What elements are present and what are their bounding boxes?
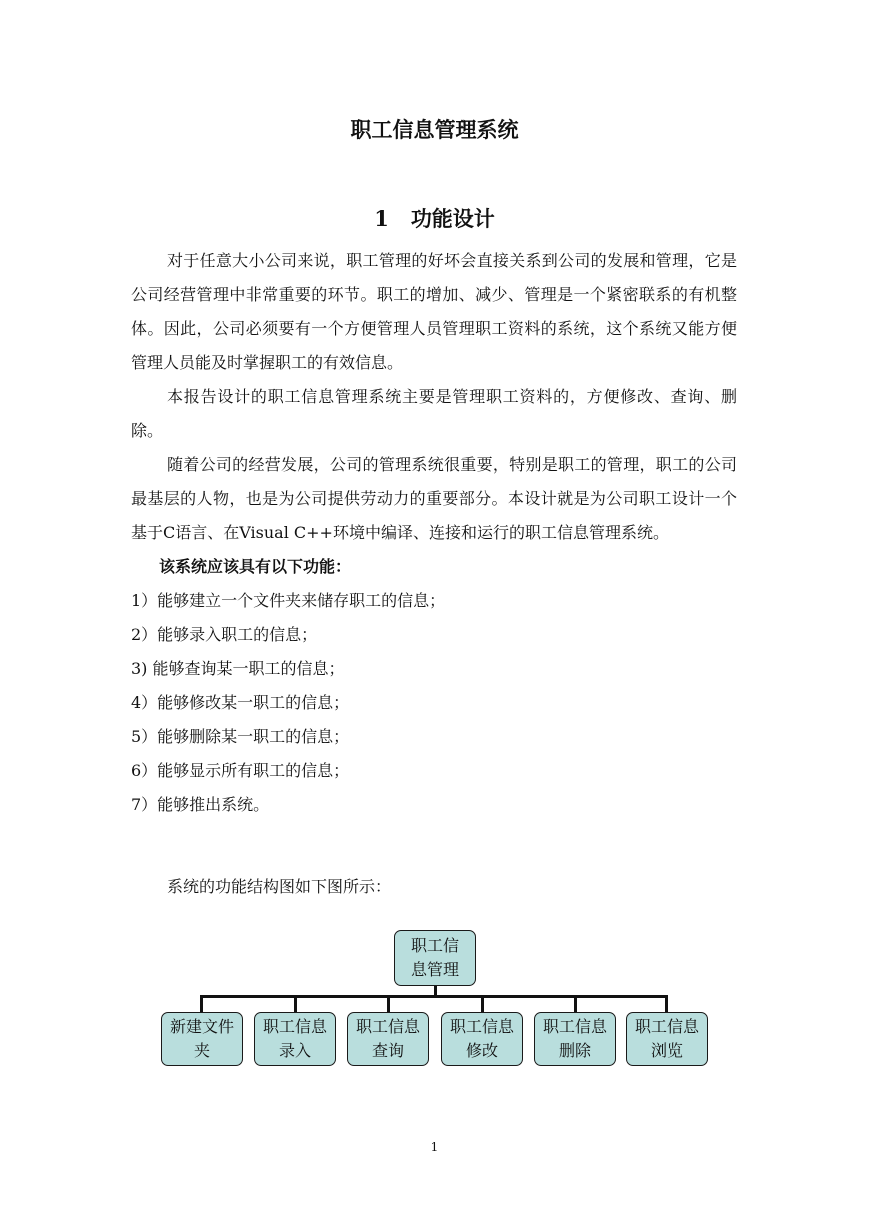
- connector-line: [200, 995, 668, 998]
- section-number: 1: [374, 206, 389, 231]
- section-heading: [0, 203, 869, 233]
- diagram-root-box: [394, 930, 476, 986]
- diagram-box-delete: [534, 1012, 616, 1066]
- box-label: 浏览: [650, 1041, 683, 1060]
- diagram-box-query: [347, 1012, 429, 1066]
- body-text: [131, 244, 737, 822]
- connector-line: [200, 995, 203, 1013]
- connector-line: [387, 995, 390, 1013]
- box-label: 职工信息: [542, 1017, 607, 1036]
- document-title: 职工信息管理系统: [350, 118, 519, 142]
- paragraph: 随着公司的经营发展，公司的管理系统很重要，特别是职工的管理，职工的公司最基层的人物，也是为公司提供劳动力的重要部分。本设计就是为公司职工设计一个基于C语言、在Visual C++环境中编译、连接和运行的职工信息管理系统。: [131, 455, 737, 542]
- section-title: 功能设计: [410, 207, 495, 231]
- box-label: 修改: [465, 1041, 498, 1060]
- box-label: 职工信息: [262, 1017, 327, 1036]
- box-label: 职工信息: [355, 1017, 420, 1036]
- root-label-line2: 息管理: [410, 960, 459, 979]
- feature-item: 4）能够修改某一职工的信息；: [131, 693, 350, 712]
- box-label: 查询: [371, 1041, 404, 1060]
- connector-line: [481, 995, 484, 1013]
- feature-item: 5）能够删除某一职工的信息；: [131, 727, 350, 746]
- diagram-caption: 系统的功能结构图如下图所示：: [167, 877, 392, 896]
- feature-item: 2）能够录入职工的信息；: [131, 625, 318, 644]
- feature-item: 7）能够推出系统。: [131, 795, 270, 814]
- feature-item: 3) 能够查询某一职工的信息；: [131, 659, 345, 678]
- connector-line: [294, 995, 297, 1013]
- box-label: 职工信息: [634, 1017, 699, 1036]
- feature-item: 1）能够建立一个文件夹来储存职工的信息；: [131, 591, 446, 610]
- paragraph: 本报告设计的职工信息管理系统主要是管理职工资料的，方便修改、查询、删除。: [131, 387, 737, 440]
- page-number: 1: [430, 1140, 439, 1154]
- connector-line: [574, 995, 577, 1013]
- function-structure-diagram: [155, 926, 715, 1076]
- box-label: 录入: [278, 1041, 311, 1060]
- connector-line: [665, 995, 668, 1013]
- diagram-box-modify: [441, 1012, 523, 1066]
- box-label: 职工信息: [449, 1017, 514, 1036]
- features-heading: 该系统应该具有以下功能：: [159, 557, 352, 576]
- diagram-box-browse: [626, 1012, 708, 1066]
- box-label: 新建文件: [169, 1017, 234, 1036]
- feature-item: 6）能够显示所有职工的信息；: [131, 761, 350, 780]
- root-label-line1: 职工信: [410, 936, 459, 955]
- diagram-box-record-entry: [254, 1012, 336, 1066]
- paragraph: 对于任意大小公司来说，职工管理的好坏会直接关系到公司的发展和管理，它是公司经营管理中非常重要的环节。职工的增加、减少、管理是一个紧密联系的有机整体。因此，公司必须要有一个方便管理人员管理职工资料的系统，这个系统又能方便管理人员能及时掌握职工的有效信息。: [131, 251, 737, 372]
- box-label: 夹: [193, 1041, 210, 1060]
- box-label: 删除: [558, 1041, 591, 1060]
- diagram-box-new-folder: [161, 1012, 243, 1066]
